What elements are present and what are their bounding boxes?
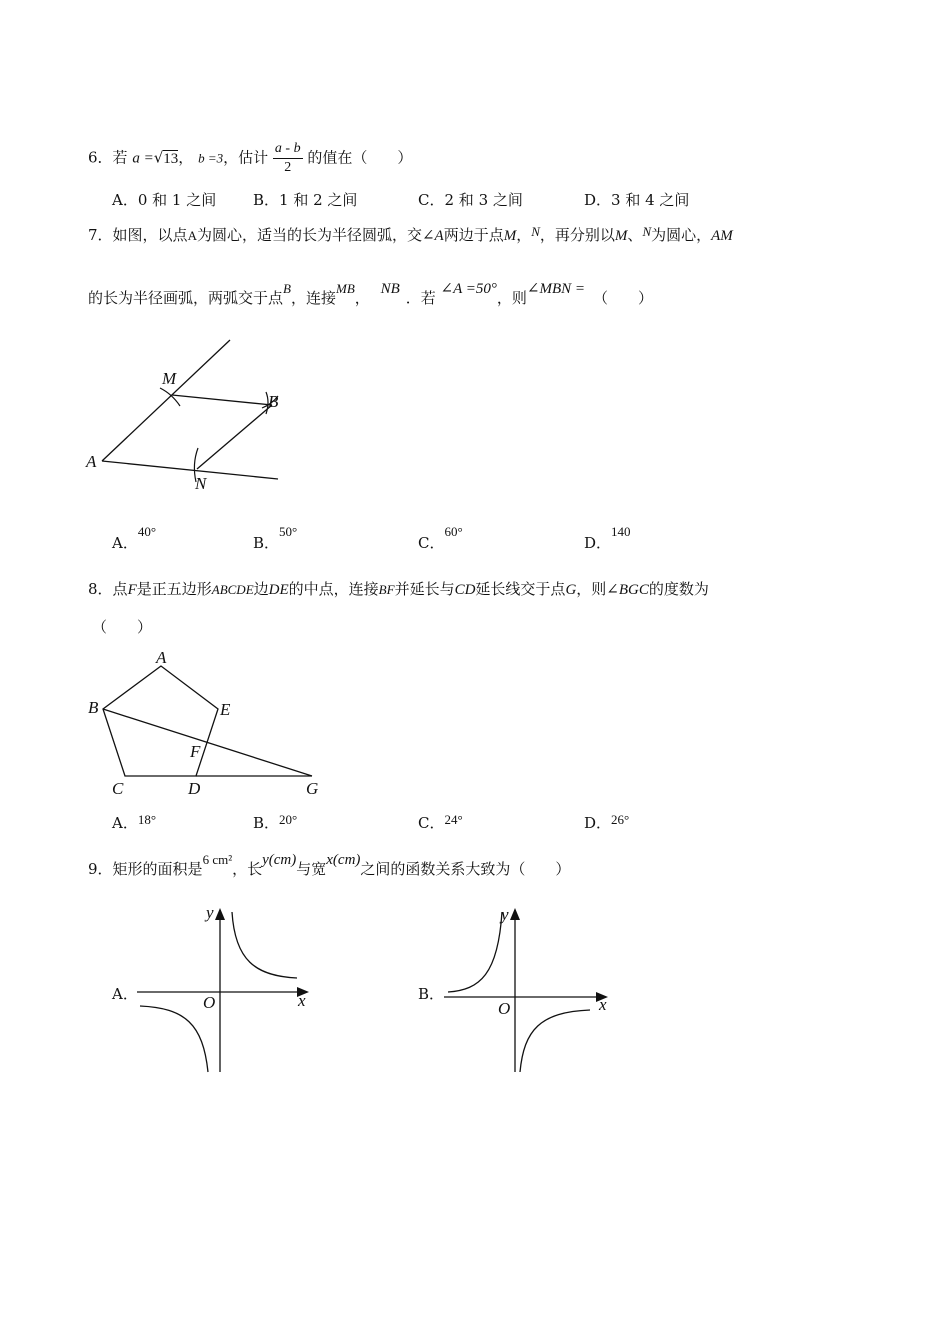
text: 的长为半径画弧，两弧交于点 [88, 289, 284, 307]
y-axis-arrow-icon [510, 908, 520, 920]
label-c: C [112, 779, 124, 798]
label-b: B [268, 392, 279, 411]
option-text: 140 [611, 524, 631, 539]
q8-figure [80, 645, 330, 800]
text: 为圆心，适当的长为半径圆弧，交 [196, 226, 422, 244]
hyperbola-branch-3 [140, 1006, 208, 1072]
question-6-stem [88, 140, 412, 177]
line-bg [103, 709, 312, 776]
label-a: A [156, 648, 167, 667]
math-angle-mbn: ∠MBN = [526, 281, 585, 297]
q7-option-a[interactable] [112, 524, 157, 553]
math-angle-bgc: ∠BGC [606, 582, 649, 598]
math-b: B [283, 281, 291, 296]
math-n: N [642, 224, 652, 239]
option-label: B． [253, 191, 280, 209]
math-m: M [503, 228, 517, 244]
label-y: y [206, 903, 214, 922]
text: ，再分别以 [539, 226, 615, 244]
option-text: 24° [444, 812, 463, 827]
option-label: C． [418, 814, 445, 832]
q7-option-b[interactable] [253, 524, 298, 553]
math-f: F [127, 582, 137, 598]
text: 与宽 [296, 860, 327, 878]
math-n: N [531, 224, 540, 239]
label-g: G [306, 779, 319, 798]
q7-option-c[interactable] [418, 524, 463, 553]
label-x: x [599, 995, 607, 1014]
option-label: C． [418, 534, 445, 552]
option-label: B． [253, 534, 280, 552]
fraction [273, 140, 303, 177]
hyperbola-branch-4 [520, 1010, 590, 1072]
segment-nb [197, 405, 272, 469]
option-text: 26° [611, 812, 630, 827]
option-text: 1 和 2 之间 [279, 191, 358, 209]
text: 之间的函数关系大致为（ ） [360, 860, 571, 878]
q7-option-d[interactable] [584, 524, 631, 553]
math-am: AM [711, 228, 733, 244]
question-9-stem [88, 852, 571, 879]
fraction-numerator: a - b [273, 140, 303, 159]
question-number: 7． [88, 226, 113, 244]
text: 点 [112, 580, 128, 598]
question-number: 6． [88, 148, 113, 167]
option-text: 18° [137, 812, 157, 827]
option-label: B． [253, 814, 280, 832]
q9-graph-b [440, 900, 625, 1080]
math-b: b =3 [198, 150, 224, 166]
math-angle-a: ∠A [421, 228, 444, 244]
math-a: A [187, 228, 197, 243]
q8-option-c[interactable] [418, 812, 463, 833]
pentagon-abcde [103, 666, 218, 776]
segment-mb [172, 395, 272, 405]
question-number: 8． [88, 580, 113, 598]
math-mb: MB [335, 281, 355, 296]
math-y-unit: y(cm) [262, 852, 297, 868]
option-label: D． [584, 191, 612, 209]
hyperbola-branch-1 [232, 912, 297, 978]
text: 边 [253, 580, 269, 598]
label-b: B [88, 698, 99, 717]
fraction-denominator: 2 [284, 160, 292, 175]
math-a: a = [132, 150, 154, 167]
option-label: A． [112, 985, 138, 1003]
text: ．若 [405, 289, 436, 307]
q6-option-c[interactable] [418, 189, 523, 210]
math-x-unit: x(cm) [326, 852, 361, 868]
text: （ ） [593, 289, 654, 307]
label-x: x [298, 991, 306, 1010]
text: 延长线交于点 [475, 580, 566, 598]
q9-option-a[interactable] [112, 983, 138, 1004]
label-n: N [195, 474, 207, 493]
ray-am [102, 340, 230, 461]
option-text: 2 和 3 之间 [444, 191, 523, 209]
label-e: E [220, 700, 231, 719]
text: 两边于点 [443, 226, 504, 244]
label-a: A [86, 452, 97, 471]
label-f: F [190, 742, 201, 761]
text: ， [516, 226, 532, 244]
sqrt-value: 13 [163, 150, 179, 167]
question-number: 9． [88, 860, 113, 878]
option-text: 3 和 4 之间 [611, 191, 690, 209]
text: 如图，以点 [112, 226, 188, 244]
text: ，长 [232, 860, 263, 878]
math-cd: CD [454, 582, 476, 598]
label-origin: O [498, 999, 511, 1018]
option-label: D． [584, 534, 612, 552]
math-bf: BF [378, 582, 395, 597]
text: （ ） [92, 618, 153, 636]
math-nb: NB [380, 281, 400, 297]
text: ， [178, 148, 194, 167]
y-axis-arrow-icon [215, 908, 225, 920]
question-8-stem-line1 [88, 578, 709, 599]
option-text: 60° [444, 524, 463, 539]
question-8-stem-line2 [92, 616, 152, 637]
label-y: y [501, 905, 509, 924]
q9-graph-a [135, 900, 320, 1080]
text: 的中点，连接 [288, 580, 379, 598]
q6-option-d[interactable] [584, 189, 689, 210]
ray-an [102, 461, 278, 479]
text: ，则 [576, 580, 607, 598]
q7-figure [80, 330, 300, 500]
option-label: A． [112, 191, 138, 209]
option-label: C． [418, 191, 445, 209]
text: ， [354, 289, 370, 307]
math-g: G [565, 582, 577, 598]
hyperbola-branch-2 [448, 912, 502, 992]
option-label: A． [112, 814, 138, 832]
text: 、 [627, 226, 643, 244]
question-7-stem-line1 [88, 224, 733, 245]
q8-option-d[interactable] [584, 812, 629, 833]
text: 若 [112, 148, 128, 167]
text: 矩形的面积是 [112, 860, 203, 878]
q6-option-b[interactable] [253, 189, 357, 210]
math-angle-condition: ∠A =50° [440, 281, 497, 297]
q8-option-b[interactable] [253, 812, 297, 833]
text: 的值在（ ） [307, 148, 413, 167]
text: 是正五边形 [136, 580, 212, 598]
text: ，则 [496, 289, 527, 307]
text: ，估计 [223, 148, 269, 167]
option-text: 40° [137, 524, 157, 539]
label-m: M [162, 369, 177, 388]
label-origin: O [203, 993, 216, 1012]
option-text: 50° [279, 524, 298, 539]
math-area: 6 cm² [202, 852, 233, 867]
text: 并延长与 [394, 580, 455, 598]
question-7-stem-line2 [88, 281, 654, 308]
option-label: A． [112, 534, 138, 552]
math-de: DE [268, 582, 289, 598]
text: 为圆心， [651, 226, 712, 244]
label-d: D [188, 779, 201, 798]
option-text: 0 和 1 之间 [137, 191, 217, 209]
option-label: D． [584, 814, 612, 832]
math-abcde: ABCDE [211, 582, 254, 597]
text: ，连接 [290, 289, 336, 307]
q8-option-a[interactable] [112, 812, 156, 833]
text: 的度数为 [648, 580, 709, 598]
math-m: M [614, 228, 628, 244]
option-label: B． [418, 985, 445, 1003]
q6-option-a[interactable] [112, 189, 216, 210]
sqrt-symbol: √ [153, 148, 164, 167]
option-text: 20° [279, 812, 298, 827]
